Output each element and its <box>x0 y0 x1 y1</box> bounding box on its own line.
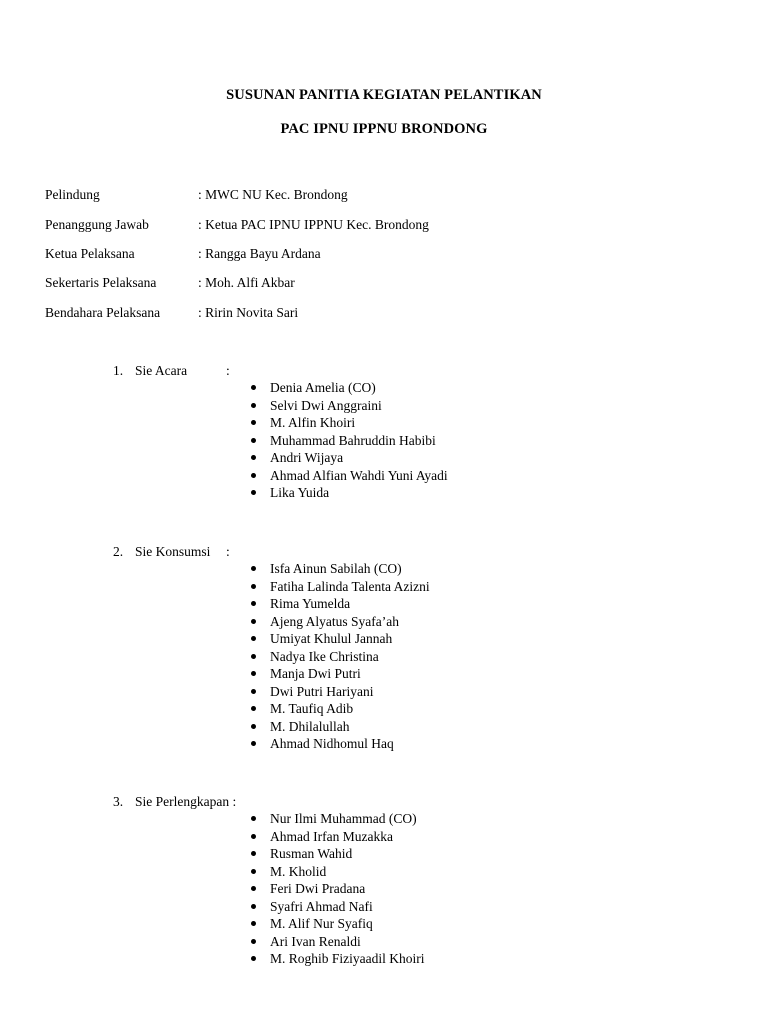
bullet-icon <box>251 939 256 944</box>
bullet-icon <box>251 385 256 390</box>
member-name: Ajeng Alyatus Syafa’ah <box>270 613 399 629</box>
member-name: M. Kholid <box>270 863 327 879</box>
member-name: Nur Ilmi Muhammad (CO) <box>270 811 417 826</box>
committee-label: Sekertaris Pelaksana <box>45 275 157 290</box>
bullet-icon <box>251 869 256 874</box>
member-name: Fatiha Lalinda Talenta Azizni <box>270 578 430 594</box>
bullet-icon <box>251 834 256 839</box>
document-title-line1: SUSUNAN PANITIA KEGIATAN PELANTIKAN <box>226 87 542 103</box>
section-number: 3. <box>113 794 124 809</box>
committee-label: Ketua Pelaksana <box>45 246 135 261</box>
member-name: Ahmad Nidhomul Haq <box>270 736 394 751</box>
member-name: Feri Dwi Pradana <box>270 881 366 896</box>
member-name: Ahmad Irfan Muzakka <box>270 828 393 844</box>
section-name: Sie Konsumsi <box>135 544 211 559</box>
member-name: Ari Ivan Renaldi <box>270 933 361 949</box>
bullet-icon <box>251 490 256 495</box>
section-heading <box>113 543 210 561</box>
bullet-icon <box>251 403 256 408</box>
bullet-icon <box>251 706 256 711</box>
section-number: 2. <box>113 544 124 559</box>
member-name: M. Taufiq Adib <box>270 701 354 716</box>
bullet-icon <box>251 956 256 961</box>
committee-value: : MWC NU Kec. Brondong <box>198 187 348 202</box>
member-name: Selvi Dwi Anggraini <box>270 397 382 413</box>
section-heading <box>113 362 187 380</box>
bullet-icon <box>251 654 256 659</box>
committee-value: : Rangga Bayu Ardana <box>198 246 321 261</box>
bullet-icon <box>251 601 256 606</box>
bullet-icon <box>251 584 256 589</box>
member-name: Rima Yumelda <box>270 596 351 611</box>
bullet-icon <box>251 671 256 676</box>
bullet-icon <box>251 851 256 856</box>
section-name: Sie Perlengkapan : <box>135 794 237 809</box>
section-colon: : <box>226 544 230 559</box>
section-name: Sie Acara <box>135 363 188 378</box>
committee-value: : Moh. Alfi Akbar <box>198 275 295 290</box>
member-name: Denia Amelia (CO) <box>270 380 376 395</box>
committee-label: Bendahara Pelaksana <box>45 305 161 320</box>
member-name: Manja Dwi Putri <box>270 666 361 681</box>
member-name: Muhammad Bahruddin Habibi <box>270 432 436 448</box>
member-name: Rusman Wahid <box>270 846 353 861</box>
member-name: M. Dhilalullah <box>270 718 350 734</box>
document-title-line2: PAC IPNU IPPNU BRONDONG <box>280 121 488 137</box>
committee-value: : Ketua PAC IPNU IPPNU Kec. Brondong <box>198 217 429 232</box>
member-name: Lika Yuida <box>270 485 330 500</box>
member-name: M. Alfin Khoiri <box>270 415 356 430</box>
bullet-icon <box>251 886 256 891</box>
section-heading <box>113 793 236 811</box>
bullet-icon <box>251 816 256 821</box>
member-name: Ahmad Alfian Wahdi Yuni Ayadi <box>270 467 448 483</box>
bullet-icon <box>251 420 256 425</box>
section-number: 1. <box>113 363 124 378</box>
bullet-icon <box>251 636 256 641</box>
bullet-icon <box>251 724 256 729</box>
bullet-icon <box>251 741 256 746</box>
bullet-icon <box>251 438 256 443</box>
member-name: M. Alif Nur Syafiq <box>270 916 373 931</box>
member-name: Dwi Putri Hariyani <box>270 683 374 699</box>
bullet-icon <box>251 619 256 624</box>
member-name: Syafri Ahmad Nafi <box>270 898 373 914</box>
bullet-icon <box>251 921 256 926</box>
member-name: Umiyat Khulul Jannah <box>270 631 393 646</box>
section-colon: : <box>226 363 230 378</box>
bullet-icon <box>251 473 256 478</box>
committee-label: Pelindung <box>45 187 100 202</box>
member-name: Andri Wijaya <box>270 450 344 465</box>
bullet-icon <box>251 904 256 909</box>
member-name: Nadya Ike Christina <box>270 648 379 664</box>
bullet-icon <box>251 455 256 460</box>
member-name: Isfa Ainun Sabilah (CO) <box>270 561 402 576</box>
committee-label: Penanggung Jawab <box>45 217 149 232</box>
committee-value: : Ririn Novita Sari <box>198 305 299 320</box>
member-name: M. Roghib Fiziyaadil Khoiri <box>270 951 425 966</box>
bullet-icon <box>251 566 256 571</box>
bullet-icon <box>251 689 256 694</box>
